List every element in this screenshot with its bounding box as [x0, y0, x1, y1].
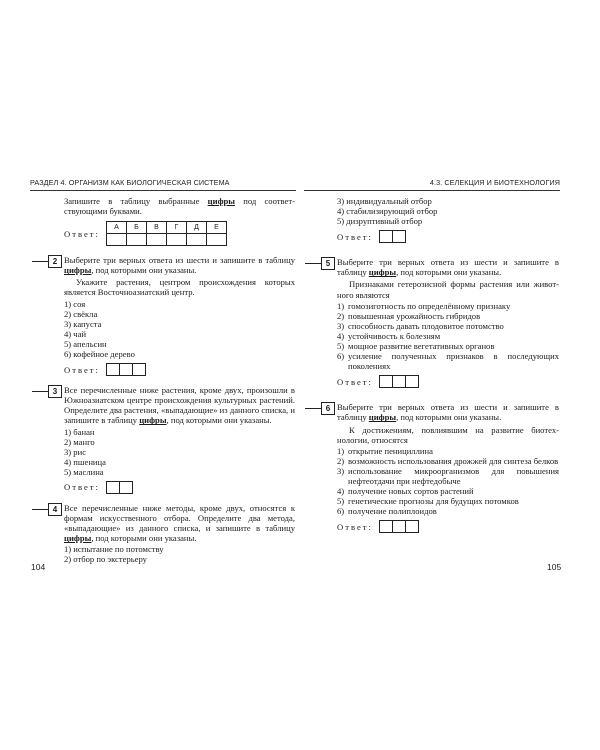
option-item: 6) получение полиплоидов: [337, 506, 437, 517]
left-column: [31, 196, 295, 565]
question-text: Выберите три верных ответа из шести и запишите в таблицу цифры, под которыми они указаны.: [337, 257, 559, 278]
question-number: 2: [48, 255, 62, 268]
answer-cell[interactable]: [126, 234, 146, 246]
answer-row: [337, 520, 559, 533]
answer-box[interactable]: [120, 482, 132, 493]
option-item: 2) свёкла: [64, 308, 98, 319]
answer-label: Ответ:: [64, 482, 100, 493]
question-number: 4: [48, 503, 62, 516]
option-item: 4) получение новых сортов растений: [337, 486, 474, 497]
option-list: [337, 446, 559, 517]
option-item: 2) манго: [64, 436, 95, 447]
intro-continuation: [31, 196, 295, 246]
question-2: [31, 255, 295, 376]
option-item: 2) повышенная урожайность гибридов: [337, 310, 481, 321]
question-6: [304, 402, 559, 533]
option-list: [64, 299, 295, 360]
answer-row: [337, 230, 559, 243]
option-item: 6) усиление полученных признаков в последующих поколениях: [337, 351, 559, 372]
answer-box[interactable]: [406, 521, 418, 532]
option-list: [64, 427, 295, 477]
answer-boxes[interactable]: [106, 481, 133, 494]
option-item: 5) генетические прогнозы для будущих потомков: [337, 496, 519, 507]
question-5: [304, 257, 559, 388]
question-text: Выберите три верных ответа из шести и запишите в таблицу цифры, под которыми они указаны.: [64, 255, 295, 276]
answer-cell[interactable]: [166, 234, 186, 246]
answer-box[interactable]: [380, 521, 393, 532]
page-number: 105: [547, 562, 562, 572]
intro-text: Запишите в таблицу выбранные цифры под соответствующими буквами.: [64, 196, 295, 217]
option-list: [337, 196, 559, 226]
option-item: 3) капуста: [64, 318, 102, 329]
option-item: 5) мощное развитие вегетативных органов: [337, 341, 495, 352]
option-list: [337, 301, 559, 372]
option-item: 5) дизруптивный отбор: [337, 216, 423, 227]
option-item: 4) устойчивость к болезням: [337, 330, 441, 341]
option-item: 5) маслина: [64, 466, 104, 477]
option-item: 4) стабилизирующий отбор: [337, 206, 438, 217]
option-item: 1) соя: [64, 298, 86, 309]
option-item: 1) испытание по потомству: [64, 544, 164, 555]
answer-box[interactable]: [107, 364, 120, 375]
question-4-continued: [304, 196, 559, 243]
question-number: 3: [48, 385, 62, 398]
option-item: 6) кофейное дерево: [64, 349, 135, 360]
option-item: 2) отбор по экстерьеру: [64, 554, 147, 565]
letter-cell: Е: [206, 222, 226, 234]
option-list: [64, 544, 295, 564]
answer-label: Ответ:: [64, 364, 100, 375]
answer-box[interactable]: [120, 364, 133, 375]
right-running-header: 4.3. СЕЛЕКЦИЯ И БИОТЕХНОЛОГИЯ: [304, 176, 560, 191]
answer-cell[interactable]: [186, 234, 206, 246]
answer-box[interactable]: [393, 376, 406, 387]
answer-label: Ответ:: [337, 521, 373, 532]
question-text: Все перечисленные ниже методы, кроме двух, относятся к формам искусственного отбора. Определите два метода, «выпадающие» из данного списка, и запишите в таблицу цифры, под которыми они указаны.: [64, 502, 295, 544]
option-item: 3) рис: [64, 446, 87, 457]
answer-boxes[interactable]: [379, 375, 419, 388]
question-text: Все перечисленные ниже растения, кроме двух, произошли в Южноазиатском центре происхождения культурных растений. Определите два растения, «выпадающие» из данного списка, и запишите в таблицу цифры, под которыми они указаны.: [64, 385, 295, 426]
answer-box[interactable]: [393, 231, 405, 242]
question-number: 6: [321, 402, 335, 415]
left-running-header: РАЗДЕЛ 4. ОРГАНИЗМ КАК БИОЛОГИЧЕСКАЯ СИСТЕМА: [30, 176, 296, 191]
option-item: 1) гомозиготность по определённому признаку: [337, 300, 511, 311]
answer-box[interactable]: [380, 376, 393, 387]
letter-cell: А: [106, 222, 126, 234]
question-3: [31, 385, 295, 494]
letter-cell: Б: [126, 222, 146, 234]
question-text: Выберите три верных ответа из шести и запишите в таблицу цифры, под которыми они указаны.: [337, 402, 559, 423]
answer-boxes[interactable]: [379, 230, 406, 243]
option-item: 4) чай: [64, 328, 87, 339]
answer-label: Ответ:: [64, 228, 100, 239]
answer-table-row: [64, 221, 295, 246]
answer-cell[interactable]: [206, 234, 226, 246]
answer-boxes[interactable]: [106, 363, 146, 376]
question-number: 5: [321, 257, 335, 270]
answer-box[interactable]: [133, 364, 145, 375]
answer-cell[interactable]: [106, 234, 126, 246]
question-prompt: Укажите растения, центром происхождения которых является Восточноазиатский центр.: [64, 277, 295, 298]
option-item: 5) апельсин: [64, 338, 107, 349]
letter-cell: Д: [186, 222, 206, 234]
option-item: 3) способность давать плодовитое потомство: [337, 320, 504, 331]
answer-label: Ответ:: [337, 231, 373, 242]
right-column: [304, 196, 559, 533]
option-item: 2) возможность использования дрожжей для синтеза белков: [337, 455, 559, 466]
letter-cell: В: [146, 222, 166, 234]
option-item: 3) использование микроорганизмов для повышения нефтеотдачи при нефтедобыче: [337, 465, 559, 486]
answer-row: [337, 375, 559, 388]
answer-cell[interactable]: [146, 234, 166, 246]
option-item: 1) банан: [64, 426, 95, 437]
letter-cell: Г: [166, 222, 186, 234]
right-page: [300, 0, 600, 750]
question-prompt: К достижениям, повлиявшим на развитие биотехнологии, относятся: [337, 424, 559, 445]
answer-box[interactable]: [393, 521, 406, 532]
answer-box[interactable]: [107, 482, 120, 493]
answer-row: [64, 363, 295, 376]
answer-label: Ответ:: [337, 376, 373, 387]
page-number: 104: [31, 562, 46, 572]
option-item: 4) пшеница: [64, 456, 106, 467]
option-item: 1) открытие пенициллина: [337, 445, 433, 456]
answer-row: [64, 481, 295, 494]
answer-boxes[interactable]: [379, 520, 419, 533]
question-4: [31, 503, 295, 565]
answer-letter-table[interactable]: [106, 221, 227, 246]
question-prompt: Признаками гетерозисной формы растения или животного являются: [337, 279, 559, 300]
option-item: 3) индивидуальный отбор: [337, 196, 432, 206]
answer-box[interactable]: [406, 376, 418, 387]
answer-box[interactable]: [380, 231, 393, 242]
